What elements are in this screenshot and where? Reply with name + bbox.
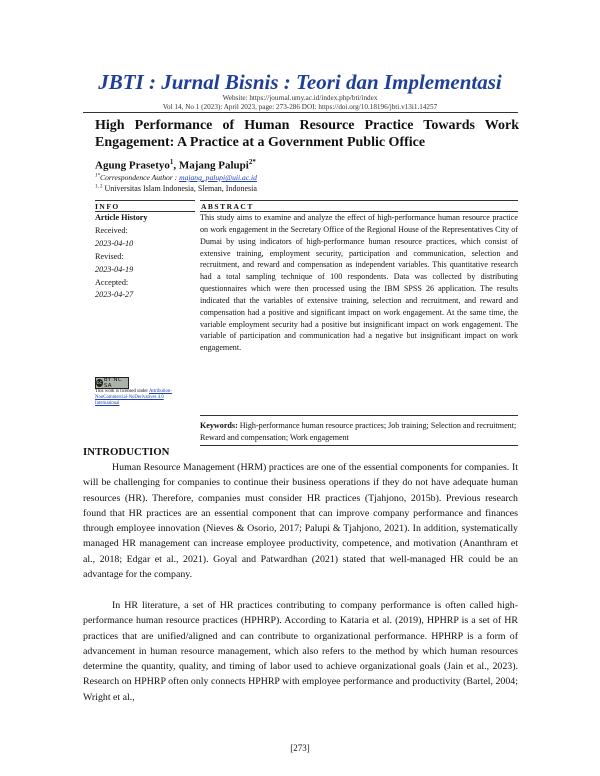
license-link[interactable]: Attribution-NonCommercial-NoDerivatives 4.0 International [95,389,172,407]
accepted-date: 2023-04-27 [95,290,134,300]
received-date: 2023-04-10 [95,238,134,248]
keywords-list: High-performance human resource practices; Job training; Selection and recruitment; Reward and compensation; Work engagement [200,421,517,442]
author-separator: , [173,159,179,172]
corr-email-link[interactable]: majang_palupi@uii.ac.id [179,173,257,182]
article-history [95,212,195,302]
revised-label: Revised: [95,251,124,261]
keywords [200,420,518,444]
history-label: Article History [95,213,148,222]
abstract-text: This study aims to examine and analyze the effect of high-performance human resource practice on work engagement in the Secretary Office of the Regional House of the Representatives City of Dumai by using indicators of high-performance human resource practices, which consist of extensive training, employment security, participation and communication, selection and recruitment, and reward and compensation as independent variables. This quantitative research had a total sampling technique of 100 respondents. Data was collected by distributing questionnaires which were then processed using the IBM SPSS 26 application. The results indicated that the variables of extensive training, selection and recruitment, and reward and compensation had a positive and significant impact on work engagement. At the same time, the variable employment security had a positive but insignificant impact on work engagement. The variable of participation and communication had a negative but insignificant impact on work engagement. [200,213,518,353]
abstract-header: ABSTRACT [201,202,254,211]
corr-label: Correspondence Author : [100,173,180,182]
author-affil-mark: 2* [248,158,256,166]
cc-license-badge[interactable] [95,377,129,389]
section-heading-introduction: INTRODUCTION [83,446,170,458]
intro-paragraph-1: Human Resource Management (HRM) practices are one of the essential components for companies. It will be challenging for companies to continue their business operations if they do not have adequate human resources (HR). Therefore, companies must consider HR practices (Tjahjono, 2015b). Previous research found that HR practices are an essential component that can improve company performance and finances through employee innovation (Nieves & Osorio, 2017; Palupi & Tjahjono, 2021). In addition, systematically managed HR management can increase employee productivity, competence, and motivation (Ananthram et al., 2018; Edgar et al., 2021). Goyal and Patwardhan (2021) stated that well-managed HR could be an advantage for the company. [83,462,518,581]
correspondence [95,173,257,182]
authors [95,158,256,172]
info-header: INFO [95,202,120,211]
affiliation [95,184,257,193]
abstract-top-rule [200,200,518,201]
paper-title: High Performance of Human Resource Practice Towards Work Engagement: A Practice at a Government Public Office [95,118,519,150]
license-note [95,389,180,407]
intro-paragraph-2: In HR literature, a set of HR practices contributing to company performance is often called high-performance human resource practices (HPHRP). According to Kataria et al. (2019), HPHRP is a set of HR practices that are unified/aligned and can contribute to organizational performance. HPHRP is a form of advancement in human resource management, which also refers to the method by which human resources determine the quantity, quality, and timing of labor used to achieve organizational goals (Jain et al., 2023). Research on HPHRP often only connects HPHRP with employee performance and productivity (Bartel, 2004; Wright et al., [83,600,518,703]
author-name: Agung Prasetyo [95,159,170,172]
keywords-rule [200,415,518,416]
license-prefix: This work is licensed under [95,389,149,394]
cc-badge-label: BY NC SA [103,377,122,389]
header-rule [83,112,518,113]
journal-title: JBTI : Jurnal Bisnis : Teori dan Implementasi [98,70,502,94]
journal-website: Website: https://journal.umy.ac.id/index.php/bti/index [222,94,378,102]
cc-icon: cc [96,380,103,386]
author-affil-mark: 1 [169,158,174,166]
keywords-bottom-rule [200,445,518,446]
received-label: Received: [95,225,128,235]
aff-mark: 1, 2 [95,184,103,190]
info-top-rule [95,200,195,201]
journal-volume-doi: Vol 14, No 1 (2023): April 2023, page: 273-286 DOI: https://doi.org/10.18196/jbti.v13i1.14257 [162,103,438,111]
author-name: Majang Palupi [178,159,249,172]
accepted-label: Accepted: [95,277,129,287]
revised-date: 2023-04-19 [95,264,134,274]
corr-mark: 1* [95,173,100,179]
affiliation-text: Universitas Islam Indonesia, Sleman, Indonesia [104,184,257,193]
keywords-label: Keywords: [200,421,238,430]
page-number: [273] [290,743,310,753]
